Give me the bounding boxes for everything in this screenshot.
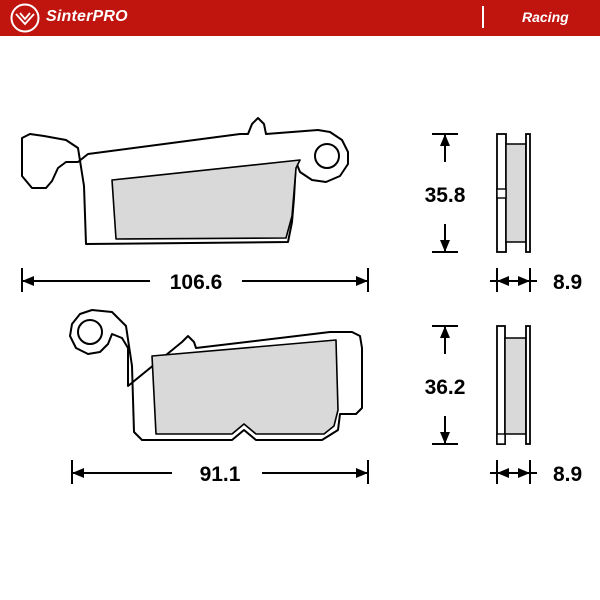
upper-side-friction	[506, 144, 526, 242]
dimension-upper-length	[22, 268, 368, 294]
lower-pad-friction-surface	[152, 340, 338, 434]
lower-brake-pad	[70, 310, 362, 440]
upper-pad-mounting-hole	[315, 144, 339, 168]
dimension-upper-thickness	[490, 268, 582, 294]
technical-drawing-area	[0, 36, 600, 600]
vertical-divider-icon	[482, 6, 484, 28]
drawing-svg	[0, 36, 600, 600]
lower-height-value: 36.2	[424, 376, 466, 399]
lower-thickness-value: 8.9	[553, 463, 583, 486]
lower-length-value: 91.1	[199, 463, 241, 486]
lower-side-edge	[526, 326, 530, 444]
header-bar	[0, 0, 600, 36]
category-label: Racing	[522, 9, 569, 25]
brand-name: SinterPRO	[46, 8, 128, 25]
dimension-upper-height	[425, 134, 466, 252]
upper-side-notch	[497, 189, 506, 198]
upper-pad-side-view	[497, 134, 530, 252]
upper-length-value: 106.6	[169, 271, 223, 294]
lower-side-friction	[505, 338, 526, 434]
lower-pad-side-view	[497, 326, 530, 444]
lower-side-backplate	[497, 326, 505, 444]
dimension-lower-thickness	[490, 460, 582, 486]
lower-side-notch	[497, 434, 505, 444]
sinter-logo-icon	[10, 3, 40, 33]
upper-brake-pad	[22, 118, 348, 244]
lower-pad-mounting-hole	[78, 320, 102, 344]
dimension-lower-length	[72, 460, 368, 486]
upper-side-edge	[526, 134, 530, 252]
upper-height-value: 35.8	[424, 184, 466, 207]
upper-thickness-value: 8.9	[553, 271, 583, 294]
dimension-lower-height	[425, 326, 466, 444]
